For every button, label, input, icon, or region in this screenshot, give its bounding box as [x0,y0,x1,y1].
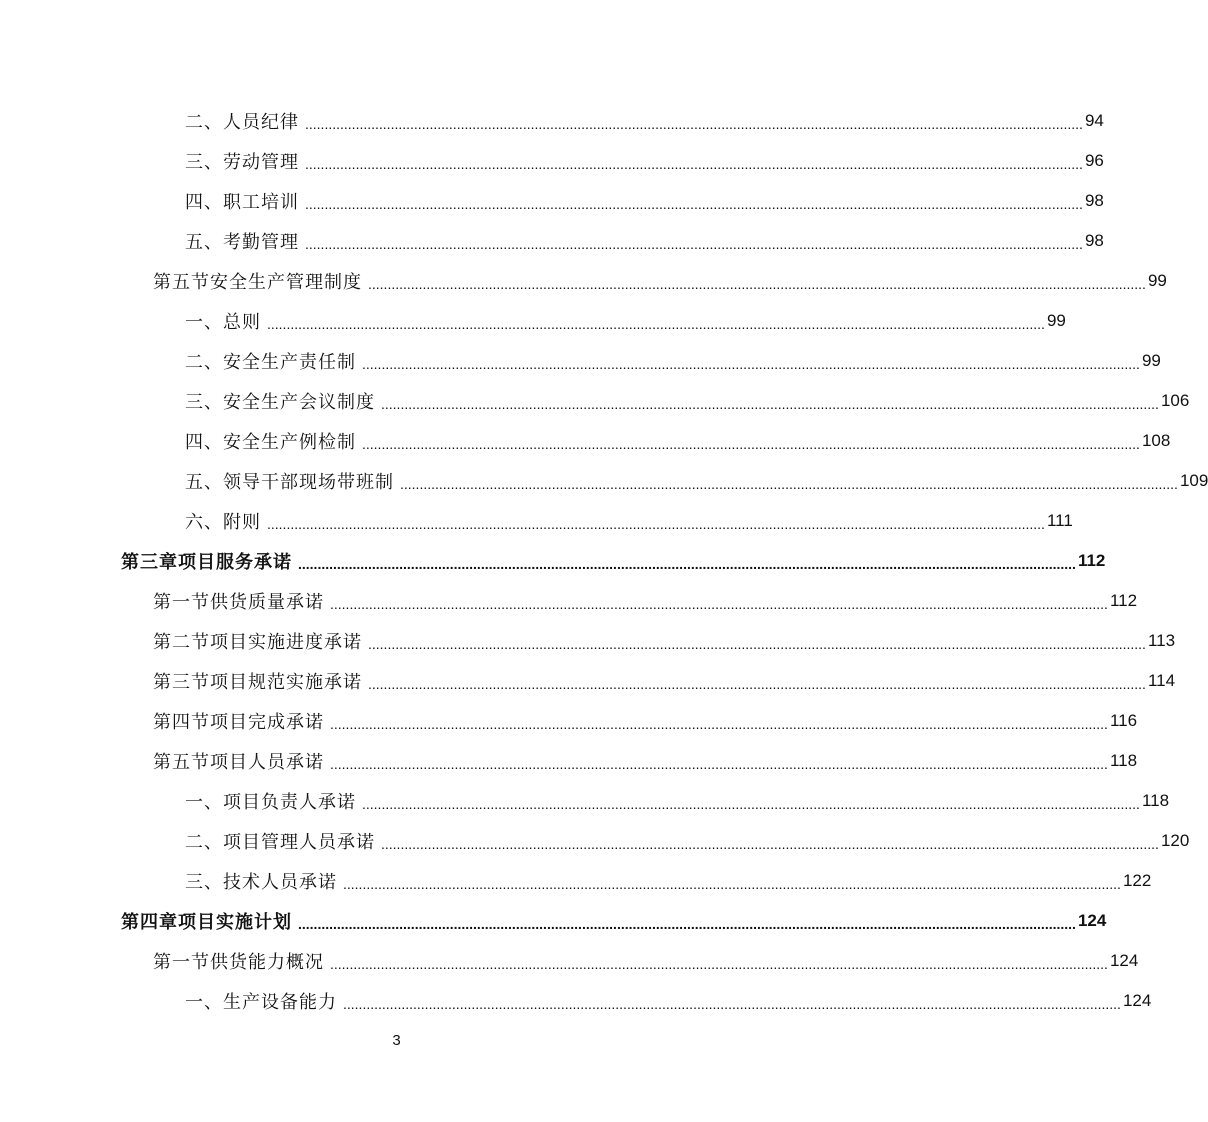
toc-entry[interactable] [153,941,1139,981]
toc-entry[interactable] [153,741,1138,781]
toc-entry[interactable] [153,581,1138,621]
toc-entry-title: 项目管理人员承诺 [223,832,375,853]
toc-leader-dots: ........................................................................................................................................................................................................ [298,916,1076,932]
toc-leader-dots: ........................................................................................................................................................................................................ [330,716,1108,732]
page-number: 3 [392,1032,401,1049]
toc-entry-title: 供货能力概况 [210,952,324,973]
toc-entry[interactable] [153,701,1138,741]
toc-entry[interactable] [185,461,1208,501]
toc-entry-page: 98 [1084,231,1104,250]
toc-entry-number: 二、 [185,112,223,133]
toc-entry-number: 三、 [185,872,223,893]
toc-entry[interactable] [185,381,1190,421]
toc-entry-title: 供货质量承诺 [210,592,324,613]
toc-entry-page: 99 [1141,351,1161,370]
toc-entry-page: 94 [1084,111,1104,130]
toc-entry-page: 96 [1084,151,1104,170]
toc-entry-number: 一、 [185,312,223,333]
toc-entry-number: 三、 [185,392,223,413]
toc-entry[interactable] [153,621,1176,661]
toc-entry-number: 五、 [185,472,223,493]
toc-leader-dots: ........................................................................................................................................................................................................ [330,756,1108,772]
toc-entry-title: 生产设备能力 [223,992,337,1013]
toc-entry-page: 108 [1141,431,1171,450]
toc-leader-dots: ........................................................................................................................................................................................................ [400,476,1178,492]
toc-entry-title: 安全生产会议制度 [223,392,375,413]
toc-entry-number: 第三节 [153,672,210,693]
toc-entry-title: 安全生产管理制度 [210,272,362,293]
toc-entry-number: 第三章 [121,552,178,573]
toc-entry-page: 120 [1160,831,1190,850]
toc-entry[interactable] [185,421,1171,461]
toc-entry-number: 一、 [185,992,223,1013]
toc-leader-dots: ........................................................................................................................................................................................................ [330,596,1108,612]
toc-leader-dots: ........................................................................................................................................................................................................ [305,116,1083,132]
toc-entry[interactable] [185,781,1170,821]
toc-leader-dots: ........................................................................................................................................................................................................ [267,316,1045,332]
toc-entry-title: 项目人员承诺 [210,752,324,773]
toc-leader-dots: ........................................................................................................................................................................................................ [343,876,1121,892]
toc-entry-page: 118 [1109,751,1138,770]
toc-entry-number: 第五节 [153,272,210,293]
toc-entry-number: 一、 [185,792,223,813]
toc-entry-number: 六、 [185,512,223,533]
toc-entry-title: 领导干部现场带班制 [223,472,394,493]
toc-entry[interactable] [185,821,1190,861]
toc-entry-number: 三、 [185,152,223,173]
toc-entry[interactable] [121,901,1107,941]
toc-entry-title: 项目负责人承诺 [223,792,356,813]
toc-entry-title: 项目完成承诺 [210,712,324,733]
toc-entry[interactable] [185,501,1073,541]
toc-leader-dots: ........................................................................................................................................................................................................ [305,156,1083,172]
toc-entry-title: 项目实施计划 [178,912,292,933]
toc-leader-dots: ........................................................................................................................................................................................................ [298,556,1076,572]
toc-entry-title: 项目服务承诺 [178,552,292,573]
toc-leader-dots: ........................................................................................................................................................................................................ [343,996,1121,1012]
toc-entry[interactable] [153,661,1176,701]
toc-entry-page: 109 [1179,471,1208,490]
toc-leader-dots: ........................................................................................................................................................................................................ [305,236,1083,252]
toc-entry-number: 第五节 [153,752,210,773]
toc-leader-dots: ........................................................................................................................................................................................................ [362,356,1140,372]
toc-entry-number: 五、 [185,232,223,253]
toc-entry[interactable] [185,341,1161,381]
toc-entry-title: 劳动管理 [223,152,299,173]
toc-entry-title: 技术人员承诺 [223,872,337,893]
toc-entry-page: 114 [1147,671,1176,690]
toc-entry[interactable] [185,301,1066,341]
toc-entry[interactable] [185,861,1152,901]
toc-entry[interactable] [185,981,1152,1021]
toc-entry-number: 第一节 [153,592,210,613]
toc-entry-page: 124 [1122,991,1152,1010]
toc-entry-number: 二、 [185,352,223,373]
toc-entry-page: 99 [1046,311,1066,330]
toc-leader-dots: ........................................................................................................................................................................................................ [368,676,1146,692]
toc-entry-page: 106 [1160,391,1190,410]
toc-entry[interactable] [153,261,1167,301]
toc-entry-title: 安全生产责任制 [223,352,356,373]
toc-entry-page: 116 [1109,711,1138,730]
toc-entry-title: 附则 [223,512,261,533]
toc-entry-page: 118 [1141,791,1170,810]
toc-entry-number: 四、 [185,192,223,213]
toc-leader-dots: ........................................................................................................................................................................................................ [368,276,1146,292]
toc-leader-dots: ........................................................................................................................................................................................................ [267,516,1045,532]
toc-entry-page: 112 [1077,551,1106,570]
toc-entry[interactable] [185,141,1104,181]
toc-entry-number: 四、 [185,432,223,453]
toc-entry-page: 112 [1109,591,1138,610]
toc-entry-title: 考勤管理 [223,232,299,253]
toc-entry-page: 124 [1109,951,1139,970]
toc-entry-page: 124 [1077,911,1107,930]
toc-entry-title: 安全生产例检制 [223,432,356,453]
toc-leader-dots: ........................................................................................................................................................................................................ [381,396,1159,412]
toc-entry[interactable] [185,101,1104,141]
toc-entry-number: 第四章 [121,912,178,933]
toc-entry-page: 113 [1147,631,1176,650]
toc-entry-page: 111 [1046,511,1073,530]
toc-leader-dots: ........................................................................................................................................................................................................ [368,636,1146,652]
toc-entry-title: 人员纪律 [223,112,299,133]
toc-entry-number: 二、 [185,832,223,853]
toc-leader-dots: ........................................................................................................................................................................................................ [330,956,1108,972]
toc-entry-page: 122 [1122,871,1152,890]
toc-entry[interactable] [185,181,1104,221]
toc-entry-title: 项目规范实施承诺 [210,672,362,693]
toc-leader-dots: ........................................................................................................................................................................................................ [362,436,1140,452]
toc-entry-title: 总则 [223,312,261,333]
toc-entry-number: 第四节 [153,712,210,733]
toc-entry-number: 第一节 [153,952,210,973]
toc-leader-dots: ........................................................................................................................................................................................................ [305,196,1083,212]
toc-entry-title: 项目实施进度承诺 [210,632,362,653]
toc-leader-dots: ........................................................................................................................................................................................................ [362,796,1140,812]
toc-entry[interactable] [121,541,1106,581]
toc-entry-number: 第二节 [153,632,210,653]
toc-leader-dots: ........................................................................................................................................................................................................ [381,836,1159,852]
toc-entry-page: 99 [1147,271,1167,290]
toc-entry-title: 职工培训 [223,192,299,213]
toc-entry[interactable] [185,221,1104,261]
toc-entry-page: 98 [1084,191,1104,210]
